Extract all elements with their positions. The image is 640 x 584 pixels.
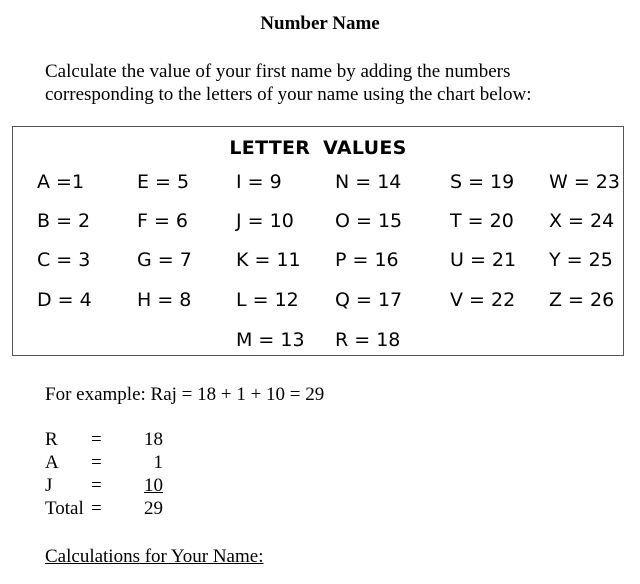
letter-value: L = 12 [236,289,299,311]
letter-value: X = 24 [549,210,615,232]
chart-heading: LETTER VALUES [229,137,407,159]
calc-value: 1 [153,452,163,473]
total-equals: = [91,498,102,519]
letter-value: T = 20 [450,210,514,232]
letter-value: H = 8 [137,289,192,311]
letter-value: I = 9 [236,171,282,193]
letter-value: W = 23 [549,171,620,193]
letter-value: Z = 26 [549,289,615,311]
letter-value: Y = 25 [549,249,613,271]
page-title: Number Name [260,13,380,34]
calc-equals: = [91,429,102,450]
letter-value: O = 15 [335,210,403,232]
letter-value: N = 14 [335,171,402,193]
calc-letter: J [45,475,53,496]
letter-value: R = 18 [335,329,401,351]
letter-value: Q = 17 [335,289,403,311]
letter-value: M = 13 [236,329,305,351]
letter-value: S = 19 [450,171,515,193]
example-text: For example: Raj = 18 + 1 + 10 = 29 [45,384,325,405]
letter-value: G = 7 [137,249,192,271]
letter-value: B = 2 [37,210,91,232]
instructions-line-2: corresponding to the letters of your name using the chart below: [45,84,532,105]
calc-value-underlined: 10 [144,475,163,496]
total-label: Total [45,498,84,519]
letter-value: D = 4 [37,289,92,311]
calc-equals: = [91,475,102,496]
instructions-line-1: Calculate the value of your first name by adding the numbers [45,61,511,82]
letter-value: V = 22 [450,289,516,311]
letter-value: E = 5 [137,171,190,193]
letter-value: U = 21 [450,249,517,271]
calc-letter: R [45,429,58,450]
calculations-heading: Calculations for Your Name: [45,546,264,567]
letter-value: C = 3 [37,249,91,271]
letter-value: P = 16 [335,249,399,271]
letter-value: J = 10 [236,210,294,232]
instructions [45,60,625,106]
letter-value: F = 6 [137,210,189,232]
total-value: 29 [144,498,163,519]
letter-value: K = 11 [236,249,301,271]
calc-letter: A [45,452,59,473]
calc-value: 18 [144,429,163,450]
letter-value: A =1 [37,171,85,193]
calc-equals: = [91,452,102,473]
letter-values-chart [12,126,624,356]
